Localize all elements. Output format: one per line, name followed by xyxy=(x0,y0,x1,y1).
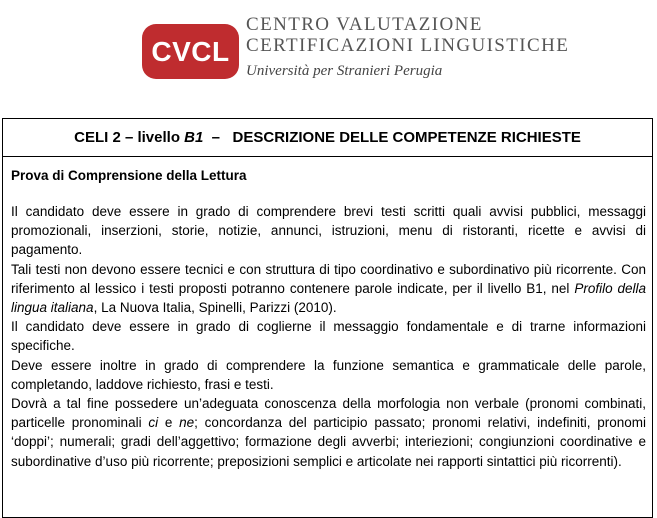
document-title xyxy=(3,119,652,157)
paragraph-5 xyxy=(11,394,646,471)
paragraph-5-b: ; concordanza del participio passato; pronomi relativi, indefiniti, pronomi ‘doppi’; numerali; gradi dell’aggettivo; formazione degli avverbi; interiezioni; congiunzioni coordinative e subordinative d’uso più ricorrente; preposizioni semplici e articolate nei rapporti sintattici più ricorrenti). xyxy=(11,415,646,469)
title-part-1: CELI 2 – livello xyxy=(74,129,185,146)
paragraph-2-b: , La Nuova Italia, Spinelli, Parizzi (2010). xyxy=(93,300,337,316)
particle-ne: ne xyxy=(179,415,195,431)
logo-text: CVCL xyxy=(151,35,230,67)
university-name: Università per Stranieri Perugia xyxy=(246,63,443,79)
org-line-2: CERTIFICAZIONI LINGUISTICHE xyxy=(246,35,570,56)
paragraph-5-and: e xyxy=(158,415,180,431)
document-header xyxy=(142,12,570,92)
paragraph-2 xyxy=(11,260,646,318)
title-part-2: – DESCRIZIONE DELLE COMPETENZE RICHIESTE xyxy=(203,129,581,146)
reference-title: Profilo della lingua italiana xyxy=(11,280,646,316)
title-level: B1 xyxy=(184,129,204,146)
particle-ci: ci xyxy=(148,415,159,431)
organization-name xyxy=(246,14,569,80)
section-heading: Prova di Comprensione della Lettura xyxy=(11,168,247,183)
paragraph-3: Il candidato deve essere in grado di coglierne il messaggio fondamentale e di trarne informazioni specifiche. xyxy=(11,319,646,354)
org-line-1: CENTRO VALUTAZIONE xyxy=(246,14,483,35)
paragraph-1: Il candidato deve essere in grado di comprendere brevi testi scritti quali avvisi pubblici, messaggi promozionali, inserzioni, storie, notizie, annunci, istruzioni, menu di ristoranti, ricette e avvisi di pagamento. xyxy=(11,204,646,258)
content-table xyxy=(2,118,653,518)
paragraph-2-a: Tali testi non devono essere tecnici e con struttura di tipo coordinativo e subordinativo più ricorrente. Con riferimento al lessico i testi proposti potranno contenere parole indicate, per il livello B1, nel xyxy=(11,261,646,296)
paragraph-4: Deve essere inoltre in grado di comprendere la funzione semantica e grammaticale delle parole, completando, laddove richiesto, frasi e testi. xyxy=(11,357,646,392)
cvcl-logo xyxy=(142,24,239,79)
section-body xyxy=(11,202,646,471)
paragraph-5-a: Dovrà a tal fine possedere un’adeguata conoscenza della morfologia non verbale (pronomi combinati, particelle pronominali xyxy=(11,396,646,431)
